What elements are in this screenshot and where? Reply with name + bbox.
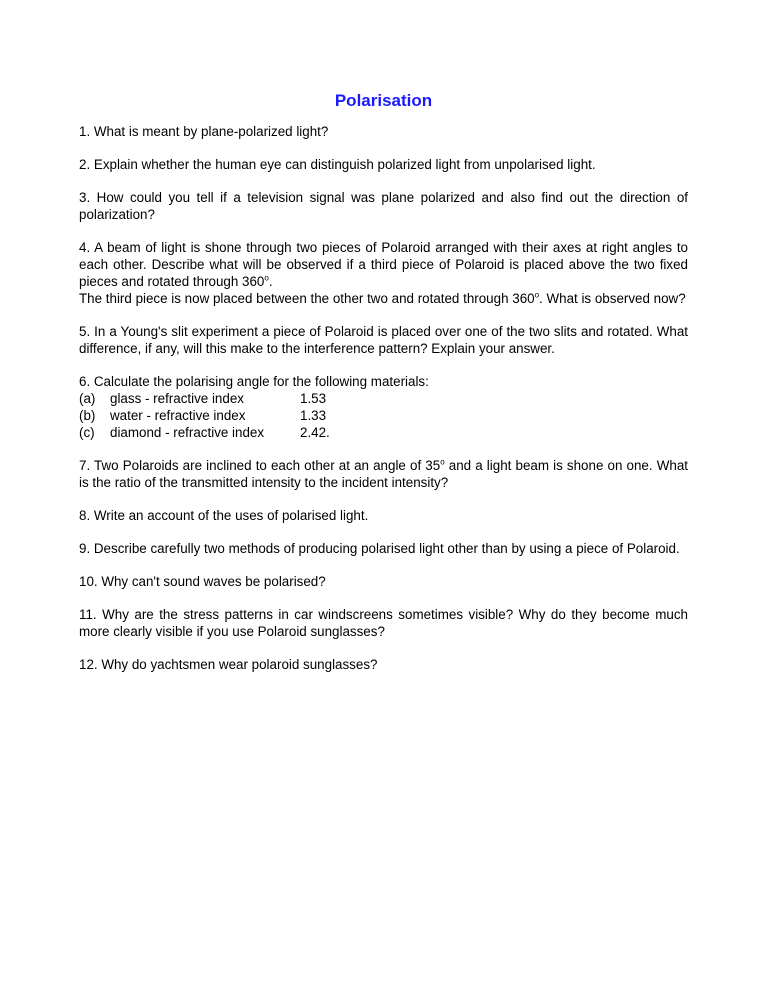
material-label: (a) — [79, 391, 96, 406]
question-4-part-1: 4. A beam of light is shone through two pieces of Polaroid arranged with their axes at right angles to each other. Describe what will be observed if a third piece of Polaroid is placed above the two fixed pieces and rotated through 360 — [79, 240, 688, 289]
material-label: (b) — [79, 408, 96, 423]
question-5: 5. In a Young's slit experiment a piece of Polaroid is placed over one of the two slits and rotated. What difference, if any, will this make to the interference pattern? Explain your answer. — [79, 324, 688, 356]
question-11: 11. Why are the stress patterns in car windscreens sometimes visible? Why do they become much more clearly visible if you use Polaroid sunglasses? — [79, 607, 688, 639]
question-2: 2. Explain whether the human eye can distinguish polarized light from unpolarised light. — [79, 157, 596, 172]
material-value: 1.33 — [300, 408, 327, 423]
question-8: 8. Write an account of the uses of polarised light. — [79, 508, 369, 523]
question-7-part-1: 7. Two Polaroids are inclined to each other at an angle of 35 — [79, 458, 441, 473]
material-name: glass - refractive index — [110, 391, 244, 406]
degree-symbol: o — [534, 290, 540, 300]
question-3: 3. How could you tell if a television signal was plane polarized and also find out the direction of polarization? — [79, 190, 688, 222]
question-12: 12. Why do yachtsmen wear polaroid sunglasses? — [79, 657, 378, 672]
question-7-part-2: and a light beam is shone on one. What is the ratio of the transmitted intensity to the incident intensity? — [79, 458, 688, 490]
question-7 — [79, 457, 688, 491]
degree-symbol: o — [440, 457, 445, 467]
question-4-part-2-end: . What is observed now? — [539, 291, 686, 306]
material-name: water - refractive index — [110, 408, 246, 423]
material-row — [79, 407, 688, 424]
question-list — [79, 123, 688, 689]
page-title: Polarisation — [334, 91, 433, 110]
question-4-part-2 — [79, 290, 688, 307]
question-4-part-2-text: The third piece is now placed between the other two and rotated through 360 — [79, 291, 535, 306]
question-4 — [79, 239, 688, 307]
question-6: 6. Calculate the polarising angle for the following materials: — [79, 374, 429, 389]
material-name: diamond - refractive index — [110, 425, 265, 440]
question-1: 1. What is meant by plane-polarized light? — [79, 124, 329, 139]
materials-table — [79, 390, 688, 441]
material-row — [79, 390, 688, 407]
question-4-part-1-end: . — [268, 274, 273, 289]
material-value: 1.53 — [300, 391, 327, 406]
material-row — [79, 424, 688, 441]
material-label: (c) — [79, 425, 95, 440]
degree-symbol: o — [264, 273, 269, 283]
question-10: 10. Why can't sound waves be polarised? — [79, 574, 326, 589]
material-value: 2.42. — [300, 425, 330, 440]
question-9: 9. Describe carefully two methods of producing polarised light other than by using a piece of Polaroid. — [79, 541, 680, 556]
